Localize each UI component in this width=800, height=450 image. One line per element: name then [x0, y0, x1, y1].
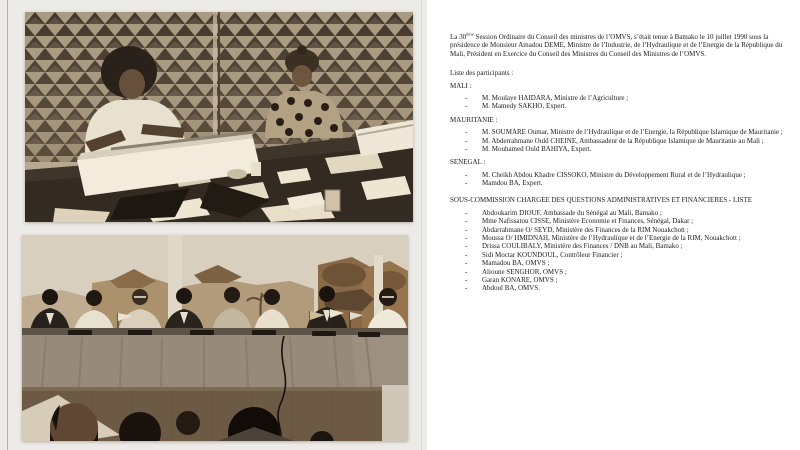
list-item: - M. Cheikh Abdou Khadre CISSOKO, Ministre du Développement Rural et de l’Hydraulique ; — [465, 170, 746, 179]
document-text-pane — [427, 0, 800, 450]
list-item: - Drissa COULIBALY, Ministère des Finances / DNB au Mali, Bamako ; — [465, 242, 683, 251]
photo-top-illustration — [25, 12, 413, 222]
ordinal-superscript: ème — [466, 31, 474, 37]
list-dash: - — [465, 242, 468, 251]
list-item: - M. SOUMARE Oumar, Ministre de l’Hydraulique et de l’Energie, la République Islamique de Mauritanie ; — [465, 128, 783, 137]
section-heading-senegal: SENEGAL : — [450, 158, 486, 167]
list-item: - Abdoul BA, OMVS. — [465, 284, 540, 293]
list-item: - M. Mamedy SAKHO, Expert. — [465, 102, 567, 111]
list-item: - M. Abderrahmane Ould CHEINE, Ambassadeur de la République Islamique de Mauritanie au Mali ; — [465, 136, 764, 145]
photo-bottom — [22, 235, 408, 441]
photo-bottom-illustration — [22, 235, 408, 441]
list-dash: - — [465, 217, 468, 226]
section-mali — [450, 82, 792, 111]
participants-label: Liste des participants : — [450, 69, 514, 78]
list-dash: - — [465, 250, 468, 259]
list-item: - M. Moulaye HAIDARA, Ministre de l’Agriculture ; — [465, 93, 629, 102]
list-item: - Abdarrahmane O/ SEYD, Ministère des Finances de la RIM Nouakchott ; — [465, 225, 689, 234]
list-dash: - — [465, 284, 468, 293]
list-dash: - — [465, 275, 468, 284]
section-mauritanie — [450, 116, 792, 154]
list-dash: - — [465, 259, 468, 268]
section-sous-commission — [450, 196, 792, 292]
list-dash: - — [465, 128, 468, 137]
list-dash: - — [465, 136, 468, 145]
section-heading-mali: MALI : — [450, 81, 472, 90]
section-senegal — [450, 158, 792, 187]
list-item: - Moussa O/ HMIDNAH, Ministère de l’Hydraulique et de l’Energie de la RIM, Nouakchott ; — [465, 234, 741, 243]
list-item: - Alioune SENGHOR, OMVS ; — [465, 267, 567, 276]
list-item: - Abdoukarim DIOUF, Ambassade du Sénégal au Mali, Bamako ; — [465, 208, 662, 217]
section-heading-sous-commission: SOUS-COMMISSION CHARGEE DES QUESTIONS ADMINISTRATIVES ET FINANCIERES - LISTE — [450, 196, 753, 205]
page-right-edge — [421, 0, 422, 450]
list-dash: - — [465, 225, 468, 234]
list-dash: - — [465, 234, 468, 243]
photo-top — [25, 12, 413, 222]
section-heading-mauritanie: MAURITANIE : — [450, 115, 498, 124]
list-item: - Mme Nafissatou CISSE, Ministère Economie et Finances, Sénégal, Dakar ; — [465, 217, 694, 226]
list-item: - Mamadou BA, OMVS ; — [465, 259, 550, 268]
list-item: - M. Mouhamed Ould BAHIYA, Expert. — [465, 144, 592, 153]
list-item: - Mamdou BA, Expert. — [465, 179, 543, 188]
intro-paragraph: La 30ème Session Ordinaire du Conseil des ministres de l’OMVS, s’était tenue à Bamako le 10 juillet 1990 sous la présidence de Monsieur Amadou DEME, Ministre de l’Industrie, de l’Hydraulique et de l’Energie de la République du Mali, Président en Exercice du Conseil des Ministres du Conseil des Ministres de l’OMVS. — [450, 31, 783, 58]
page-crease-line — [7, 0, 8, 450]
list-item: - Garan KONARE, OMVS ; — [465, 275, 558, 284]
list-dash: - — [465, 144, 468, 153]
list-dash: - — [465, 179, 468, 188]
list-item: - Sidi Moctar KOUNDOUL, Contrôleur Financier ; — [465, 250, 623, 259]
list-dash: - — [465, 208, 468, 217]
list-dash: - — [465, 267, 468, 276]
list-dash: - — [465, 102, 468, 111]
list-dash: - — [465, 93, 468, 102]
list-dash: - — [465, 170, 468, 179]
